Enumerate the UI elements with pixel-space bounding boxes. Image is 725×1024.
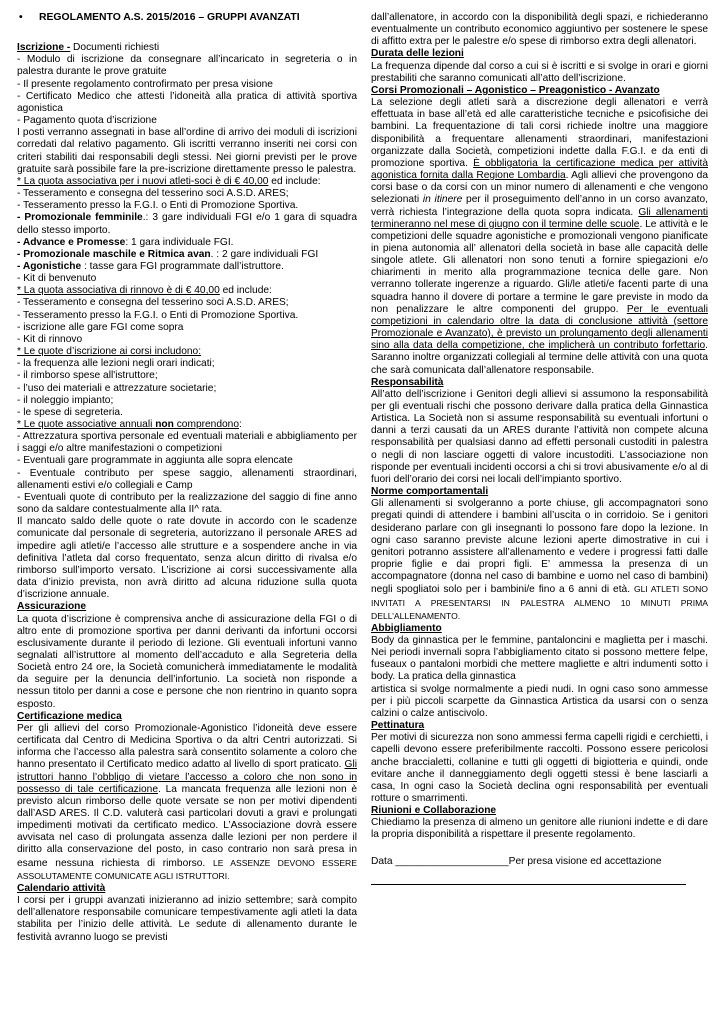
paragraph-riunioni: Chiediamo la presenza di almeno un genitore alle riunioni indette e di dare la propria disponibilità a rispettare il presente regolamento. [371,817,708,841]
quota-rinnovo: * La quota associativa di rinnovo è di € 40,00 ed include: [17,285,272,297]
list-item: - Tesseramento e consegna del tesserino soci A.S.D. ARES; [17,297,289,309]
includono-heading: * Le quote d’iscrizione ai corsi includono: [17,346,202,358]
paragraph-abbigliamento: Body da ginnastica per le femmine, pantaloncini e maglietta per i maschi. Nei periodi invernali sopra l’abbigliamento citato si possono mettere felpe, fuseaux o pantaloni morbidi che mettere magliette e altri indumenti sotto i body. La pratica della ginnastica [371,634,708,683]
abbigliamento-heading: Abbigliamento [371,622,442,634]
doc-item: - Certificato Medico che attesti l’idoneità alla pratica di attività sportiva agonistica [17,90,357,114]
responsabilita-heading: Responsabilità [371,376,444,388]
signature-line [371,872,686,885]
document-title: • REGOLAMENTO A.S. 2015/2016 – GRUPPI AVANZATI [19,12,300,23]
paragraph-posti: I posti verranno assegnati in base all’ordine di arrivo dei moduli di iscrizioni corredati dal relativo pagamento. Gli iscritti verranno inseriti nei corsi con criteri stabiliti dai responsabili degli stessi. Nei giorni previsti per le prove gratuite sarà possibile fare la pre-iscrizione direttamente presso le palestra. [17,127,357,175]
list-item: - Tesseramento presso la F.G.I. o Enti di Promozione Sportiva. [17,200,299,212]
quota-nuovi: * La quota associativa per i nuovi atleti-soci è di € 40,00 ed include: [17,175,321,187]
list-item: - Tesseramento presso la F.G.I. o Enti di Promozione Sportiva. [17,309,299,321]
certificazione-heading: Certificazione medica [17,710,122,722]
paragraph-corsi: La selezione degli atleti sarà a discrezione degli allenatori e verrà effettuata in base all’età ed alle caratteristiche tecniche e psicofisiche dei bambini. La frequentazione di tali corsi richiede inoltre una maggiore disponibilità a frequentare allenamenti straordinari, manifestazioni organizzate dalla Società, competizioni indette dalla F.G.I. e da enti di promozione sportiva. È obbligatoria la certificazione medica per attività agonistica fornita dalla Regione Lombardia. Agli allievi che provengono da corsi base o da corsi con un minor numero di allenamenti e che vengono selezionati in itinere per il proseguimento dell’anno in un corso avanzato, verrà richiesta l’integrazione della quota sopra indicata. Gli allenamenti termineranno nel mese di giugno con il termine delle scuole. Le attività e le competizioni delle squadre agonistiche e promozionali vengono pianificate in piena autonomia all’ allenatori della società in base alle capacità delle singole atlete. Gli allenatori non sono tenuti a fornire spiegazioni e/o chiarimenti in merito alla programmazione tecnica delle gare. Non verranno tollerate ingerenze a riguardo. Gli/le atleti/e facenti parte di una squadra hanno il dovere di portare a termine le gare previste in modo da non penalizzare le altre componenti del gruppo. Per le eventuali competizioni in calendario oltre la data di conclusione attività (settore Promozionale e Avanzato), è previsto un prolungamento degli allenamenti sino alla data della competizione, che implicherà un contributo forfettario. Saranno inoltre organizzati collegiali al termine delle attività con una quota che sarà comunicata dall’allenatore responsabile. [371,97,709,376]
corsi-heading: Corsi Promozionali – Agonistico – Preagonistico - Avanzato [371,84,660,96]
paragraph-calendario: I corsi per i gruppi avanzati inizieranno ad inizio settembre; sarà compito dell’allenatore responsabile comunicare tempestivamente agli atleti la data stabilita per l’inizio delle attività. Le sedute di allenamento durante le festività avranno luogo se previsti [17,895,357,943]
signature-date-line: Data ____________________Per presa visione ed accettazione [371,855,662,867]
calendario-heading: Calendario attività [17,882,106,894]
iscrizione-heading: Iscrizione - Documenti richiesti [17,42,160,54]
riunioni-heading: Riunioni e Collaborazione [371,805,497,817]
list-item: - l’uso dei materiali e attrezzature societarie; [17,382,217,394]
paragraph-continuation: dall’allenatore, in accordo con la disponibilità degli spazi, e richiederanno eventualmente un contributo economico aggiuntivo per sostenere le spese di affitto extra per le palestre e/o spese di rimborso extra degli allenatori. [371,12,708,48]
doc-item: - Pagamento quota d’iscrizione [17,115,157,127]
paragraph-durata: La frequenza dipende dal corso a cui si è iscritti e si svolge in orari e giorni prestabiliti che saranno comunicati all’atto dell’iscrizione. [371,60,708,84]
list-item: - Eventuali quote di contributo per la realizzazione del saggio di fine anno sono da saldare contestualmente alla II^ rata. [17,491,357,516]
left-column [17,12,357,944]
bullet-icon: • [19,12,23,23]
paragraph-mancato-saldo: Il mancato saldo delle quote o rate dovute in accordo con le scadenze comunicate dal personale di segreteria, autorizzano il personale ARES ad impedire agli atleti/e l’accesso alle strutture e a sospendere anche in via definitiva l’atleta dal corso frequentato, senza alcun diritto di rivalsa e/o rimborso sull’importo versato. L’iscrizione ai corsi successivamente alla data d’inizio prevista, non avrà diritto ad alcuna riduzione sulla quota d’iscrizione annuale. [17,516,357,601]
list-item: - Agonistiche : tasse gara FGI programmate dall’istruttore. [17,260,284,272]
paragraph-norme: Gli allenamenti si svolgeranno a porte chiuse, gli accompagnatori sono pregati quindi di attendere i bambini all’uscita o in corridoio. Se i genitori desiderano parlare con gli insegnanti lo possono fare dopo la lezione. In ogni caso saranno previste alcune lezioni aperte dimostrative in cui i genitori potranno assistere all’allenamento e vedere i progressi fatti dalle proprie figlie e dai propri figli. E’ ammessa la presenza di un accompagnatore (donna nel caso di bambine e uomo nel caso di bambini) negli spogliatoi solo per i bambini/e fino a 6 anni di età. GLI ATLETI SONO INVITATI A PRESENTARSI IN PALESTRA ALMENO 10 MINUTI PRIMA DELL’ALLENAMENTO. [371,498,708,621]
paragraph-certificazione: Per gli allievi del corso Promozionale-Agonistico l’idoneità deve essere certificata dal Centro di Medicina Sportiva o da altri Centri autorizzati. Si informa che l’accesso alla palestra sarà consentito solamente a coloro che hanno presentato il Certificato medico adatto al livello di sport praticato. Gli istruttori hanno l’obbligo di vietare l’accesso a coloro che non sono in possesso di tale certificazione. La mancata frequenza alle lezioni non è previsto alcun rimborso delle quote versate se non per motivi dipendenti dall’ASD ARES. Il C.D. valuterà casi particolari dovuti a gravi e prolungati impedimenti motivati da certificato medico. L’Associazione dovrà essere avvisata nel caso di prolungata assenza dalle lezioni per non perdere il diritto alla conservazione del posto, in caso contrario non sarà presa in esame nessuna richiesta di rimborso. LE ASSENZE DEVONO ESSERE ASSOLUTAMENTE COMUNICATE AGLI ISTRUTTORI. [17,722,358,881]
norme-heading: Norme comportamentali [371,486,489,498]
list-item: - iscrizione alle gare FGI come sopra [17,321,184,333]
durata-heading: Durata delle lezioni [371,48,464,60]
list-item: - il rimborso spese all'istruttore; [17,370,158,382]
non-comprendono-heading: * Le quote associative annuali non comprendono: [17,419,242,430]
assicurazione-heading: Assicurazione [17,601,87,613]
list-item: - la frequenza alle lezioni negli orari indicati; [17,358,215,370]
paragraph-assicurazione: La quota d’iscrizione è comprensiva anche di assicurazione della FGI o di altro ente di promozione sportiva per danni derivanti da infortuni occorsi esclusivamente durante il periodo di lezione. Gli eventuali infortuni vanno segnalati all’istruttore al momento dell’accaduto e alla Segreteria della Società entro 24 ore, la Società comunicherà immediatamente le modalità da seguire per la denuncia dell’infortunio. La società non risponde a nessun titolo per danni a cose e persone che non rientrino in quanto sopra esposto. [17,613,357,710]
pettinatura-heading: Pettinatura [371,720,425,732]
paragraph-responsabilita: All’atto dell’iscrizione i Genitori degli allievi si assumono la responsabilità per gli eventuali rischi che possono derivare dalla pratica della Ginnastica Artistica. La Società non si assume responsabilità su eventuali infortuni o danni a terzi causati da un ARES durante l’attività non compete alcuna responsabilità per qualsiasi danno ad effetti personali custoditi in palestra o negli di non lasciare oggetti di valore incustoditi. L’associazione non risponde per eventuali incidenti occorsi a chi si trovi abusivamente e/o al di fuori dell’orario dei corsi nei locali dell’impianto sportivo. [371,388,708,485]
list-item: - Kit di benvenuto [17,273,97,285]
list-item: - Eventuali gare programmate in aggiunta alle sopra elencate [17,455,293,467]
list-item: - Eventuale contributo per spese saggio, allenamenti straordinari, allenamenti estivi e/o collegiali e Camp [17,467,357,491]
list-item: - Tesseramento e consegna del tesserino soci A.S.D. ARES; [17,188,289,200]
doc-item: - Modulo di iscrizione da consegnare all’incaricato in segreteria o in palestra durante le prove gratuite [17,54,357,78]
list-item: - Kit di rinnovo [17,333,83,345]
paragraph-abbigliamento-2: artistica si svolge normalmente a piedi nudi. In ogni caso sono ammesse per i più piccoli scarpette da Ginnastica Artistica da usarsi con o senza calzini o calze antiscivolo. [371,683,708,719]
list-item: - Promozionale maschile e Ritmica avan. : 2 gare individuali FGI [17,248,319,260]
right-column [371,12,708,885]
list-item: - Promozionale femminile.: 3 gare individuali FGI e/o 1 gara di squadra dello stesso importo. [17,212,357,236]
list-item: - il noleggio impianto; [17,394,114,406]
paragraph-pettinatura: Per motivi di sicurezza non sono ammessi ferma capelli rigidi e cerchietti, i capelli devono essere preferibilmente raccolti. Possono essere pericolosi anche braccialetti, collanine e tutti gli oggetti di bigiotteria e quindi, onde evitare anche il danneggiamento degli oggetti stessi è bene lasciarli a casa, In ogni caso la Società declina ogni responsabilità per eventuali rotture o smarrimenti. [371,732,708,804]
doc-item: - Il presente regolamento controfirmato per presa visione [17,78,273,90]
list-item: - Attrezzatura sportiva personale ed eventuali materiali e abbigliamento per i saggi e/o altre manifestazioni o competizioni [17,431,357,455]
list-item: - Advance e Promesse: 1 gara individuale FGI. [17,236,234,248]
list-item: - le spese di segreteria. [17,406,123,418]
